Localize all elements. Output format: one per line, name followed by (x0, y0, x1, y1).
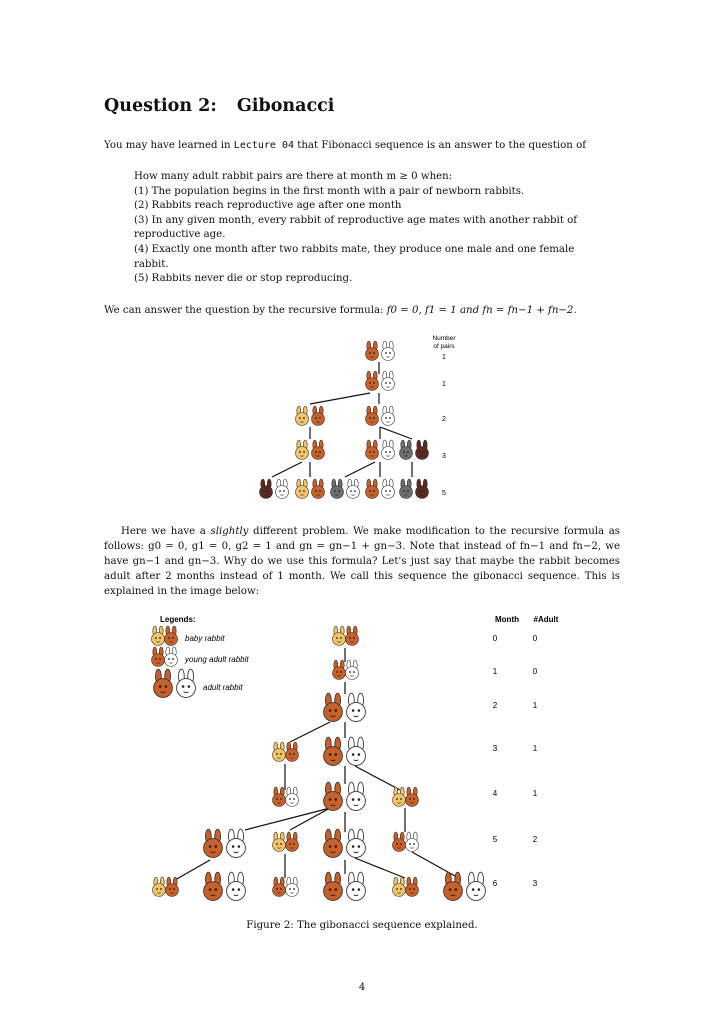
rabbit-icon (347, 737, 366, 765)
rabbit-icon (366, 341, 379, 361)
month-value: 1 (492, 667, 498, 676)
question-title: Gibonacci (236, 96, 335, 116)
rabbit-icon (153, 877, 166, 897)
rabbit-icon (406, 832, 419, 852)
rabbit-icon (296, 440, 309, 460)
legend-baby: baby rabbit (185, 634, 225, 643)
pairs-count: 1 (442, 381, 446, 388)
month-value: 2 (492, 701, 498, 710)
adult-rabbit-icon (154, 669, 173, 697)
rabbit-icon (286, 877, 299, 897)
legend-title: Legends: (160, 615, 196, 624)
young-rabbit-icon (165, 647, 178, 667)
month-value: 6 (492, 879, 498, 888)
month-header: Month (495, 615, 519, 624)
rabbit-icon (393, 877, 406, 897)
rabbit-icon (296, 406, 309, 426)
rabbit-icon (204, 829, 223, 857)
legend-adult: adult rabbit (203, 683, 243, 692)
rabbit-icon (406, 787, 419, 807)
gib-rabbits (152, 626, 486, 900)
rabbit-icon (347, 782, 366, 810)
gibonacci-table (493, 634, 538, 888)
baby-rabbit-icon (165, 626, 178, 646)
month-value: 3 (492, 744, 498, 753)
rabbit-icon (393, 832, 406, 852)
rabbit-icon (324, 693, 343, 721)
rabbit-icon (346, 660, 359, 680)
month-value: 4 (492, 789, 498, 798)
adult-value: 2 (532, 835, 538, 844)
rabbit-icon (227, 829, 246, 857)
rabbit-icon (347, 872, 366, 900)
question-lead: How many adult rabbit pairs are there at month m ≥ 0 when: (134, 171, 453, 182)
adult-value: 1 (532, 744, 538, 753)
rabbit-icon (312, 440, 325, 460)
rabbit-icon (286, 742, 299, 762)
question-number: Question 2: (104, 96, 217, 116)
lecture-ref: Lecture 04 (233, 140, 295, 151)
rabbit-icon (366, 371, 379, 391)
rabbit-icon (286, 787, 299, 807)
rabbit-icon (382, 371, 395, 391)
rabbit-icon (227, 872, 246, 900)
rabbit-icon (382, 406, 395, 426)
rabbit-icon (324, 872, 343, 900)
rabbit-icon (260, 479, 273, 499)
recursive-formula-line: We can answer the question by the recursive formula: f0 = 0, f1 = 1 and fn = fn−1 + fn−2. (104, 305, 577, 316)
rabbit-icon (296, 479, 309, 499)
rabbit-icon (366, 406, 379, 426)
adult-value: 0 (532, 634, 538, 643)
emphasis-slightly: slightly (210, 526, 249, 537)
rabbit-icon (416, 479, 429, 499)
rabbit-icon (331, 479, 344, 499)
rabbit-icon (347, 479, 360, 499)
rabbit-icon (444, 872, 463, 900)
rabbit-icon (346, 626, 359, 646)
condition-4: (4) Exactly one month after two rabbits mate, they produce one male and one female rabbit. (134, 243, 575, 270)
rabbit-icon (333, 626, 346, 646)
rabbit-icon (276, 479, 289, 499)
adult-value: 3 (532, 879, 538, 888)
baby-rabbit-icon (152, 626, 165, 646)
rabbit-icon (324, 737, 343, 765)
rabbit-icon (273, 832, 286, 852)
rabbit-icon (324, 782, 343, 810)
pairs-count: 2 (442, 416, 446, 423)
condition-5: (5) Rabbits never die or stop reproducing. (134, 273, 353, 285)
page-number: 4 (358, 982, 366, 993)
rabbit-icon (366, 440, 379, 460)
pairs-count: 1 (442, 354, 446, 361)
rabbit-icon (312, 406, 325, 426)
gibonacci-paragraph: Here we have a slightly different problem. We make modification to the recursive formula as follows: g0 = 0, g1 = 0, g2 = 1 and gn = gn−1 + gn−3. Note that instead of fn−1 and fn−2, we have gn−1 and gn−3. Why do we use this formula? Let's just say that maybe the rabbit becomes adult after 2 months instead of 1 month. We call this sequence the gibonacci sequence. This is explained in the image below: (104, 526, 620, 597)
adult-rabbit-icon (177, 669, 196, 697)
rabbit-icon (416, 440, 429, 460)
rabbit-icon (273, 877, 286, 897)
rabbit-icon (347, 829, 366, 857)
condition-1: (1) The population begins in the first month with a pair of newborn rabbits. (134, 185, 525, 197)
pairs-count: 3 (442, 453, 446, 460)
rabbit-icon (347, 693, 366, 721)
adult-value: 0 (532, 667, 538, 676)
adult-header: #Adult (533, 615, 559, 624)
rabbit-icon (333, 660, 346, 680)
figure-caption: Figure 2: The gibonacci sequence explained. (246, 920, 478, 931)
young-rabbit-icon (152, 647, 165, 667)
adult-value: 1 (532, 789, 538, 798)
rabbit-icon (273, 787, 286, 807)
rabbit-icon (324, 829, 343, 857)
fibonacci-formula: f0 = 0, f1 = 1 and fn = fn−1 + fn−2. (386, 305, 577, 316)
month-value: 0 (492, 634, 498, 643)
intro-paragraph: You may have learned in Lecture 04 that Fibonacci sequence is an answer to the question of (104, 140, 586, 151)
rabbit-icon (286, 832, 299, 852)
rabbit-icon (382, 479, 395, 499)
rabbit-icon (400, 479, 413, 499)
condition-2: (2) Rabbits reach reproductive age after one month (134, 200, 402, 212)
rabbit-icon (204, 872, 223, 900)
pairs-header-2: of pairs (433, 343, 455, 350)
rabbit-icon (406, 877, 419, 897)
rabbit-icon (382, 341, 395, 361)
month-value: 5 (492, 835, 498, 844)
condition-3: (3) In any given month, every rabbit of reproductive age mates with another rabbit of reproductive age. (134, 214, 578, 241)
adult-value: 1 (532, 701, 538, 710)
rabbit-icon (382, 440, 395, 460)
rabbit-icon (400, 440, 413, 460)
rabbit-icon (312, 479, 325, 499)
rabbit-icon (273, 742, 286, 762)
rabbit-icon (166, 877, 179, 897)
rabbit-icon (366, 479, 379, 499)
pairs-count: 5 (442, 490, 446, 497)
pairs-header-1: Number (432, 335, 456, 342)
rabbit-icon (467, 872, 486, 900)
legend-young: young adult rabbit (185, 655, 249, 664)
fib-rabbits (260, 341, 429, 499)
